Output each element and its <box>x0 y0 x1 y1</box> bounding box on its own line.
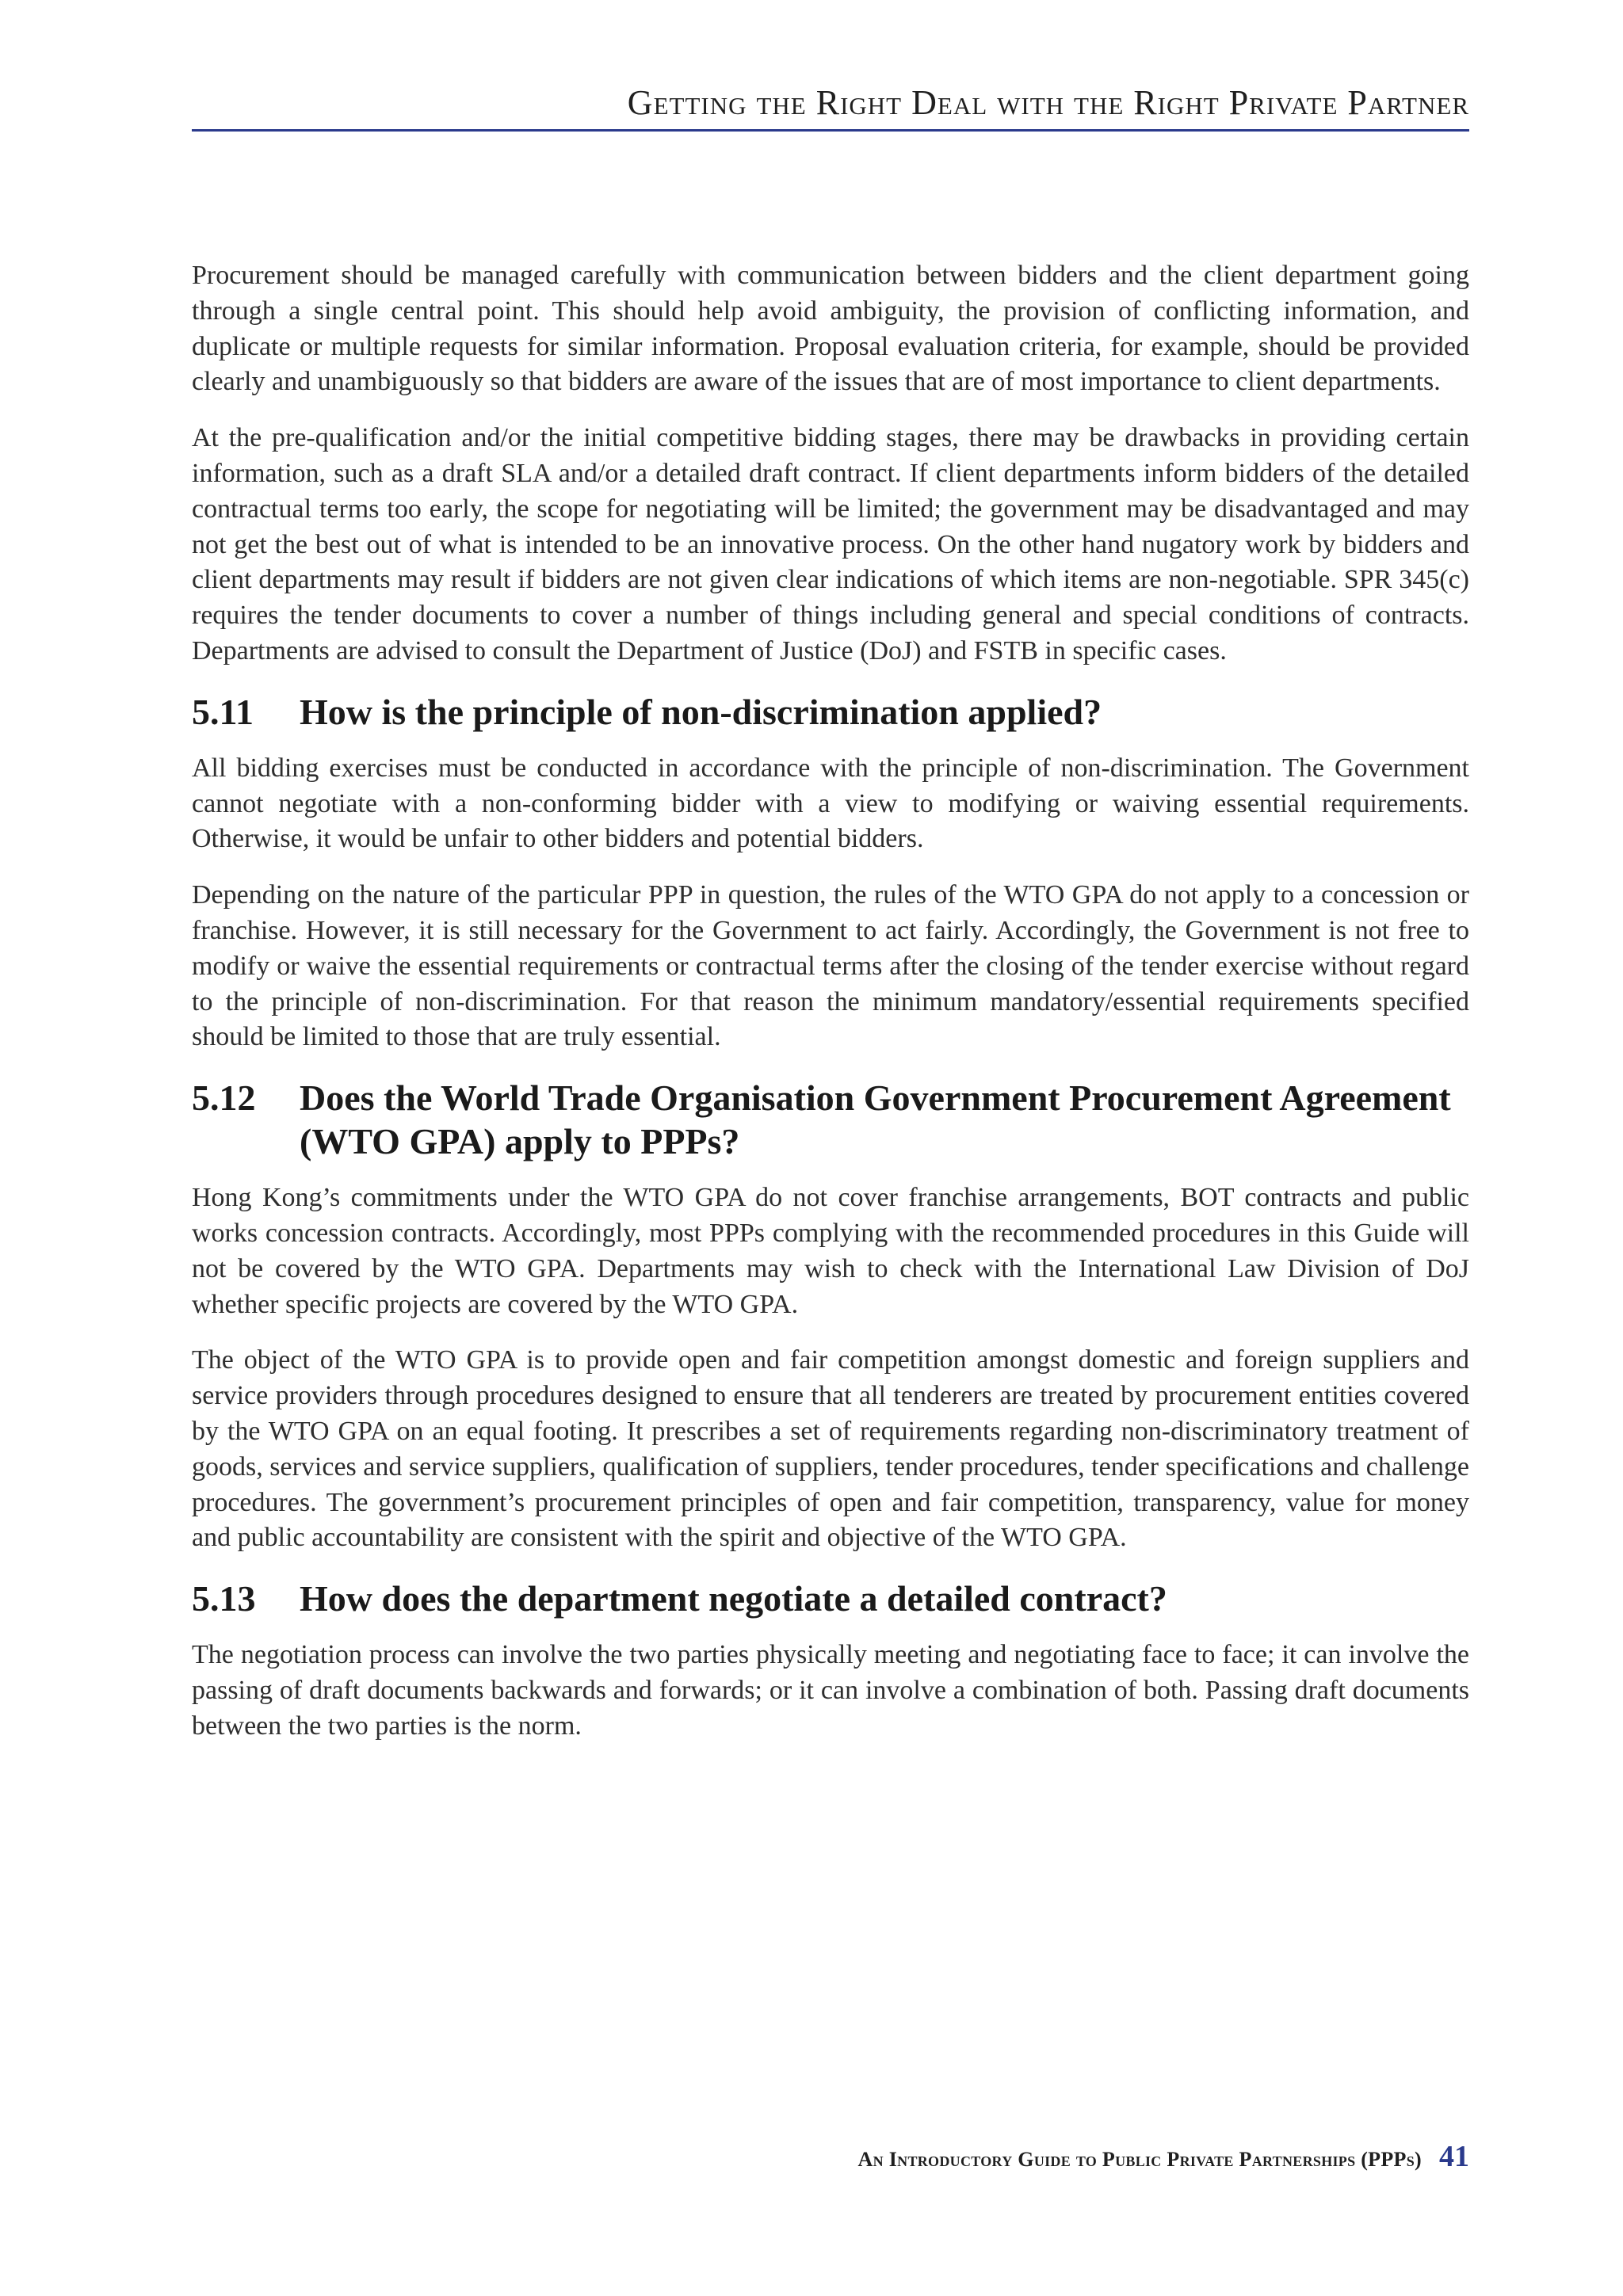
running-header-title: Getting the Right Deal with the Right Private Partner <box>627 83 1469 122</box>
body-paragraph: Procurement should be managed carefully with communication between bidders and the client department going through a single central point. This should help avoid ambiguity, the provision of conflicting information, and duplicate or multiple requests for similar information. Proposal evaluation criteria, for example, should be provided clearly and unambiguously so that bidders are aware of the issues that are of most importance to client departments. <box>192 261 1469 397</box>
section-title: How does the department negotiate a detailed contract? <box>300 1578 1167 1619</box>
section-heading-5-12 <box>192 1076 1469 1163</box>
section-title: Does the World Trade Organisation Government Procurement Agreement (WTO GPA) apply to PPPs? <box>300 1077 1451 1162</box>
section-number: 5.13 <box>192 1578 256 1619</box>
section-number: 5.11 <box>192 691 254 732</box>
body-paragraph: The negotiation process can involve the two parties physically meeting and negotiating face to face; it can involve the passing of draft documents backwards and forwards; or it can involve a combination of both. Passing draft documents between the two parties is the norm. <box>192 1640 1469 1741</box>
page-number: 41 <box>1439 2140 1469 2173</box>
footer-title: An Introductory Guide to Public Private Partnerships (PPPs) <box>857 2148 1422 2171</box>
body-paragraph: At the pre-qualification and/or the initial competitive bidding stages, there may be drawbacks in providing certain information, such as a draft SLA and/or a detailed draft contract. If client departments inform bidders of the detailed contractual terms too early, the scope for negotiating will be limited; the government may be disadvantaged and may not get the best out of what is intended to be an innovative process. On the other hand nugatory work by bidders and client departments may result if bidders are not given clear indications of which items are non-negotiable. SPR 345(c) requires the tender documents to cover a number of things including general and special conditions of contracts. Departments are advised to consult the Department of Justice (DoJ) and FSTB in specific cases. <box>192 423 1469 666</box>
body-paragraph: All bidding exercises must be conducted in accordance with the principle of non-discrimination. The Government cannot negotiate with a non-conforming bidder with a view to modifying or waiving essential requirements. Otherwise, it would be unfair to other bidders and potential bidders. <box>192 753 1469 854</box>
section-heading-5-13 <box>192 1577 1469 1620</box>
running-header <box>192 78 1469 132</box>
body-paragraph: Depending on the nature of the particular PPP in question, the rules of the WTO GPA do not apply to a concession or franchise. However, it is still necessary for the Government to act fairly. Accordingly, the Government is not free to modify or waive the essential requirements or contractual terms after the closing of the tender exercise without regard to the principle of non-discrimination. For that reason the minimum mandatory/essential requirements specified should be limited to those that are truly essential. <box>192 880 1469 1052</box>
section-title: How is the principle of non-discrimination applied? <box>300 691 1102 732</box>
section-heading-5-11 <box>192 690 1469 734</box>
section-number: 5.12 <box>192 1077 256 1119</box>
body-paragraph: The object of the WTO GPA is to provide open and fair competition amongst domestic and foreign suppliers and service providers through procedures designed to ensure that all tenderers are treated by procurement entities covered by the WTO GPA on an equal footing. It prescribes a set of requirements regarding non-discriminatory treatment of goods, services and service suppliers, qualification of suppliers, tender procedures, tender specifications and challenge procedures. The government’s procurement principles of open and fair competition, transparency, value for money and public accountability are consistent with the spirit and objective of the WTO GPA. <box>192 1345 1469 1553</box>
body-paragraph: Hong Kong’s commitments under the WTO GPA do not cover franchise arrangements, BOT contracts and public works concession contracts. Accordingly, most PPPs complying with the recommended procedures in this Guide will not be covered by the WTO GPA. Departments may wish to check with the International Law Division of DoJ whether specific projects are covered by the WTO GPA. <box>192 1183 1469 1319</box>
page-body <box>192 258 1469 1765</box>
running-footer <box>858 2139 1469 2174</box>
